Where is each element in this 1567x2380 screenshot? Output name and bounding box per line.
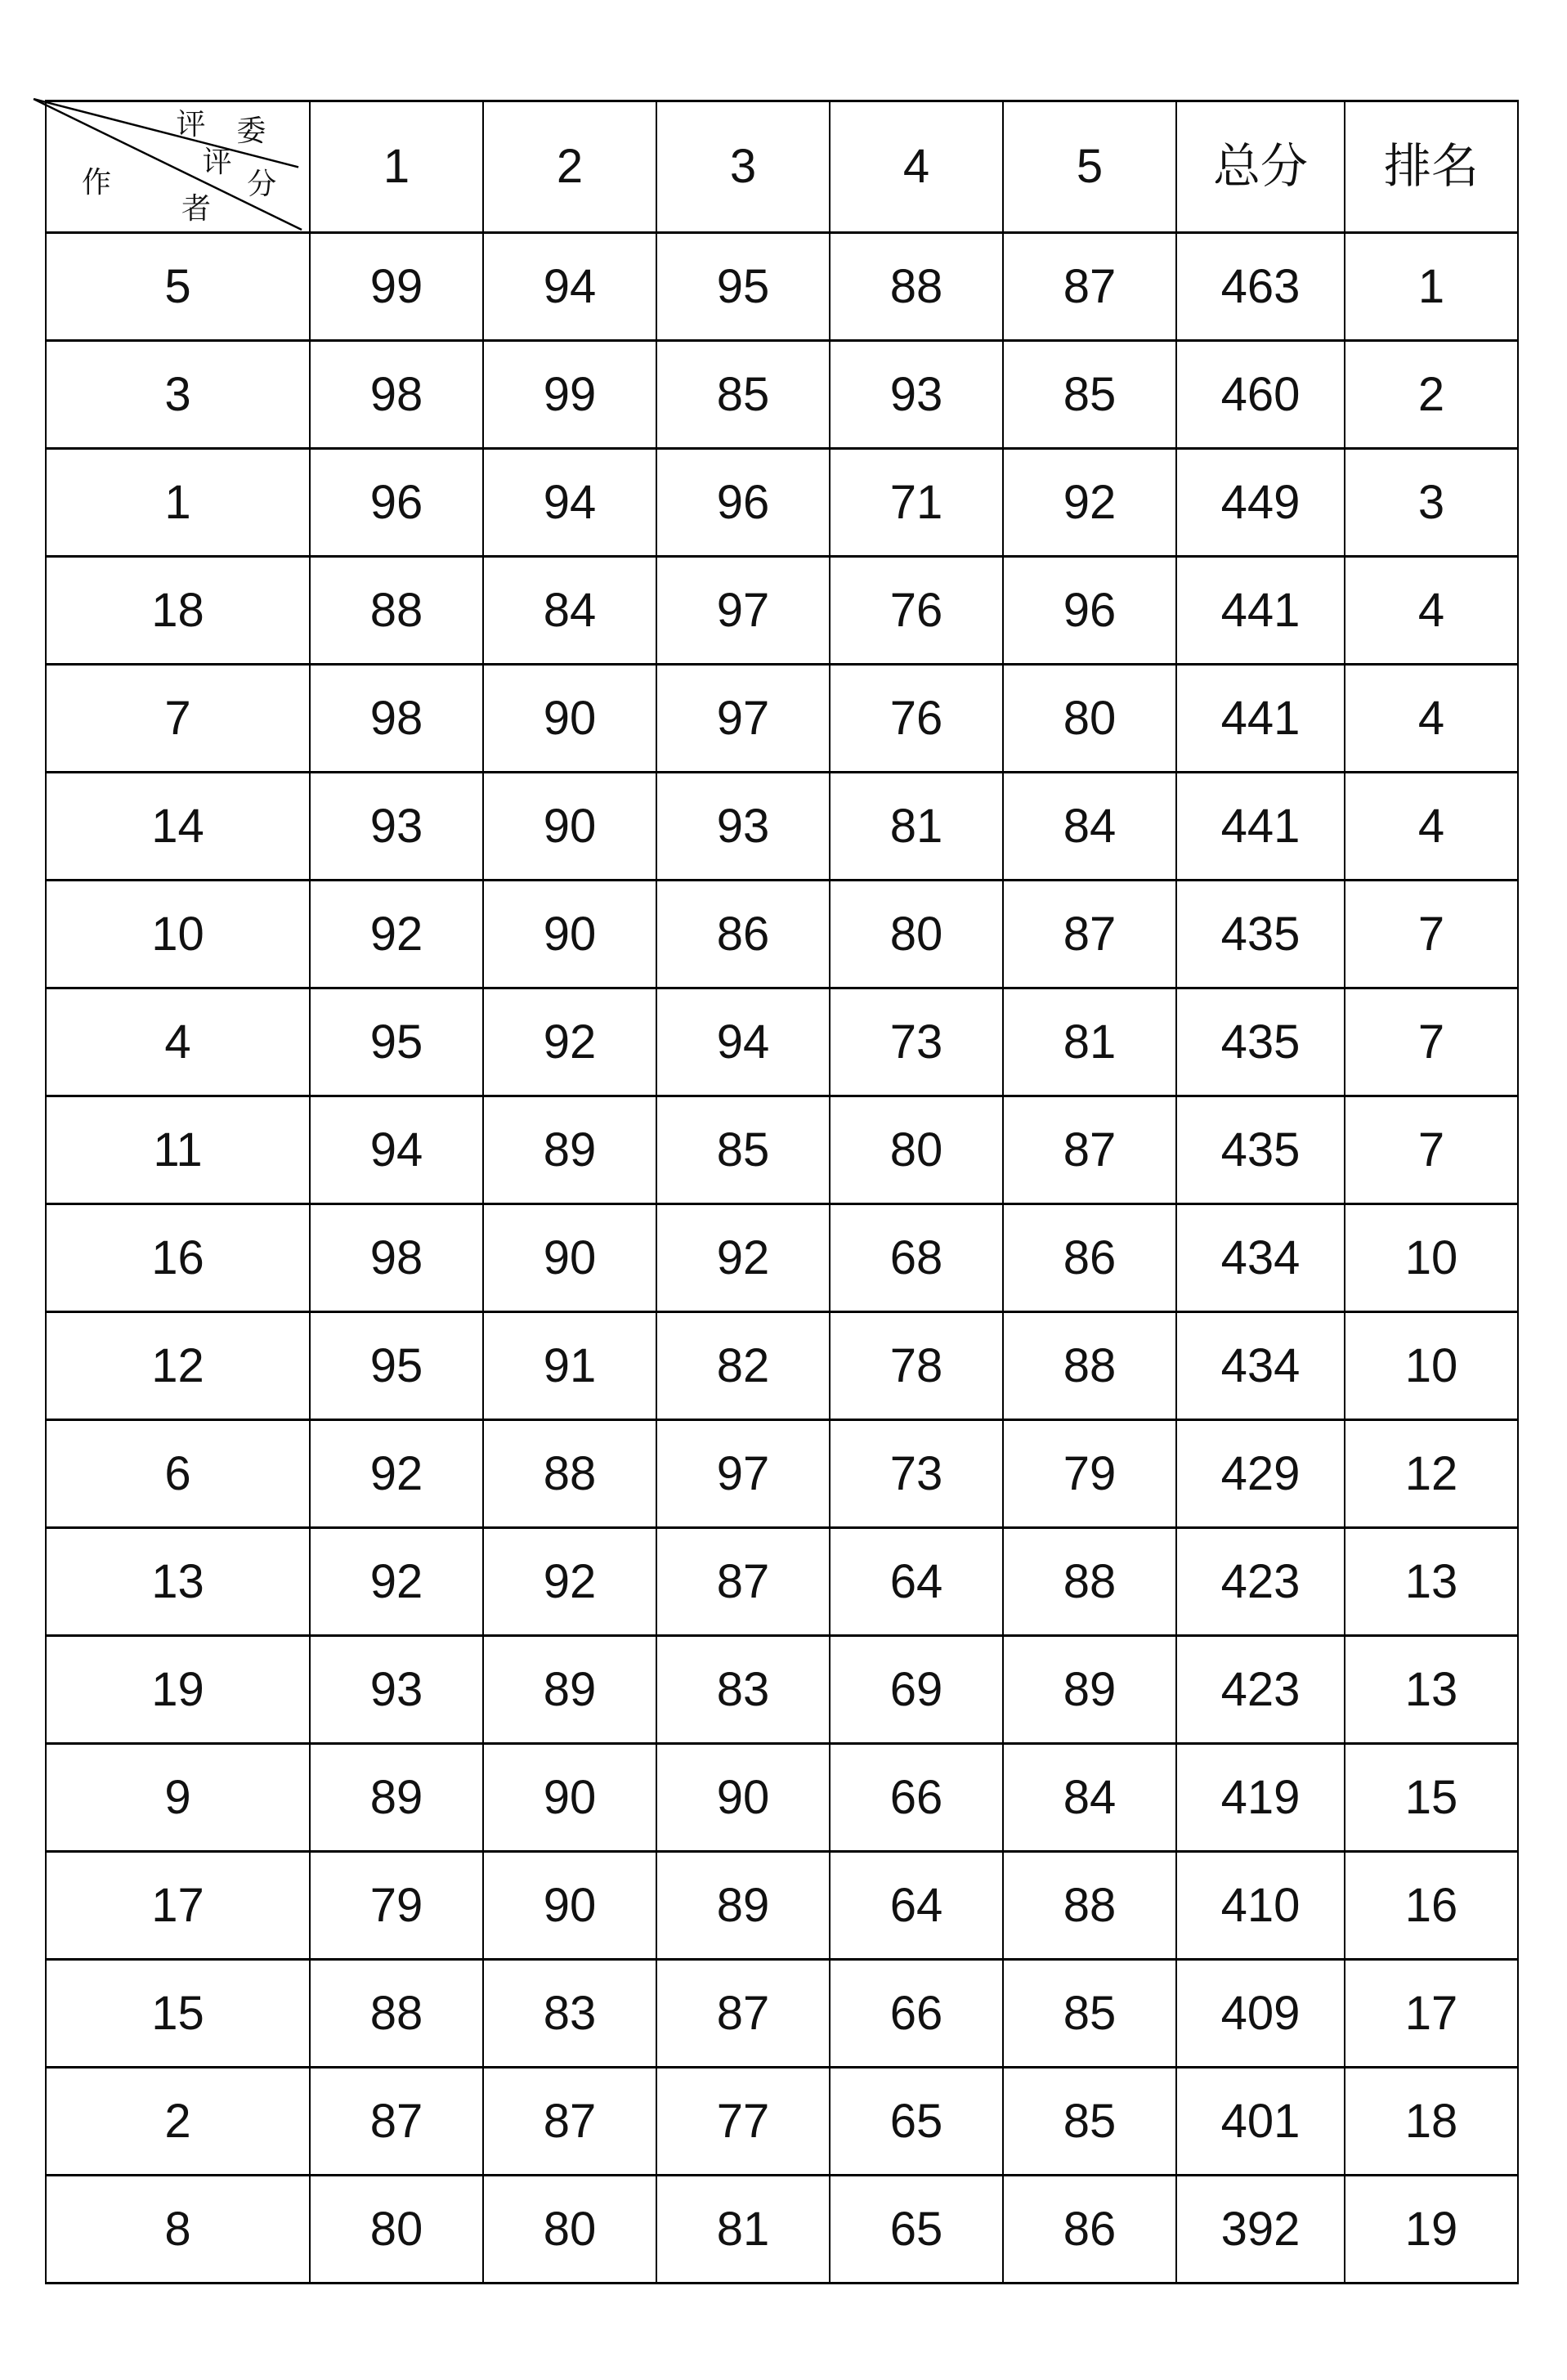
total-cell: 460 (1176, 341, 1345, 449)
total-cell: 435 (1176, 988, 1345, 1096)
score-cell: 87 (1003, 881, 1176, 988)
table-row (46, 1960, 1518, 2068)
table-row (46, 1204, 1518, 1312)
score-cell: 68 (830, 1204, 1003, 1312)
score-cell: 90 (483, 773, 656, 881)
total-cell: 449 (1176, 449, 1345, 557)
score-cell: 92 (310, 1420, 483, 1528)
score-cell: 80 (830, 1096, 1003, 1204)
score-cell: 87 (310, 2068, 483, 2176)
score-cell: 71 (830, 449, 1003, 557)
table-row (46, 1852, 1518, 1960)
score-table (45, 100, 1519, 2284)
table-row (46, 1420, 1518, 1528)
score-cell: 89 (1003, 1636, 1176, 1744)
score-cell: 93 (310, 1636, 483, 1744)
total-cell: 441 (1176, 665, 1345, 773)
table-row (46, 449, 1518, 557)
table-row (46, 665, 1518, 773)
score-cell: 88 (830, 233, 1003, 341)
table-row (46, 988, 1518, 1096)
author-cell: 8 (46, 2176, 310, 2284)
total-cell: 463 (1176, 233, 1345, 341)
total-cell: 434 (1176, 1312, 1345, 1420)
corner-score-char: 分 (247, 166, 277, 200)
score-cell: 96 (656, 449, 830, 557)
score-cell: 87 (1003, 233, 1176, 341)
score-cell: 86 (656, 881, 830, 988)
score-cell: 84 (1003, 773, 1176, 881)
total-cell: 435 (1176, 1096, 1345, 1204)
column-header-judge-2: 2 (483, 101, 656, 233)
table-row (46, 2176, 1518, 2284)
table-header (46, 101, 1518, 233)
table-row (46, 2068, 1518, 2176)
score-cell: 78 (830, 1312, 1003, 1420)
column-header-judge-1: 1 (310, 101, 483, 233)
corner-author-char: 作 (81, 164, 111, 199)
score-cell: 89 (483, 1636, 656, 1744)
author-cell: 15 (46, 1960, 310, 2068)
author-cell: 11 (46, 1096, 310, 1204)
column-header-rank: 排名 (1345, 101, 1518, 233)
score-cell: 90 (483, 1744, 656, 1852)
author-cell: 4 (46, 988, 310, 1096)
score-cell: 80 (310, 2176, 483, 2284)
score-cell: 85 (1003, 1960, 1176, 2068)
rank-cell: 4 (1345, 665, 1518, 773)
score-cell: 89 (310, 1744, 483, 1852)
score-cell: 99 (310, 233, 483, 341)
corner-judges-char: 委 (236, 113, 266, 147)
score-cell: 90 (656, 1744, 830, 1852)
corner-author-char: 者 (181, 190, 211, 225)
total-cell: 435 (1176, 881, 1345, 988)
score-cell: 73 (830, 1420, 1003, 1528)
rank-cell: 15 (1345, 1744, 1518, 1852)
rank-cell: 1 (1345, 233, 1518, 341)
score-cell: 69 (830, 1636, 1003, 1744)
score-cell: 87 (656, 1960, 830, 2068)
score-cell: 79 (1003, 1420, 1176, 1528)
score-cell: 90 (483, 881, 656, 988)
score-cell: 94 (483, 233, 656, 341)
table-row (46, 1096, 1518, 1204)
score-cell: 88 (483, 1420, 656, 1528)
score-cell: 79 (310, 1852, 483, 1960)
column-header-total: 总分 (1176, 101, 1345, 233)
score-cell: 82 (656, 1312, 830, 1420)
table-row (46, 1312, 1518, 1420)
score-cell: 95 (310, 1312, 483, 1420)
total-cell: 441 (1176, 773, 1345, 881)
author-cell: 2 (46, 2068, 310, 2176)
total-cell: 419 (1176, 1744, 1345, 1852)
score-cell: 97 (656, 557, 830, 665)
score-table-body (46, 233, 1518, 2284)
author-cell: 13 (46, 1528, 310, 1636)
header-row (46, 101, 1518, 233)
author-cell: 6 (46, 1420, 310, 1528)
column-header-judge-5: 5 (1003, 101, 1176, 233)
author-cell: 3 (46, 341, 310, 449)
score-cell: 86 (1003, 1204, 1176, 1312)
score-cell: 92 (483, 988, 656, 1096)
score-cell: 99 (483, 341, 656, 449)
rank-cell: 10 (1345, 1312, 1518, 1420)
score-cell: 92 (310, 881, 483, 988)
score-cell: 87 (483, 2068, 656, 2176)
rank-cell: 2 (1345, 341, 1518, 449)
table-row (46, 341, 1518, 449)
total-cell: 423 (1176, 1636, 1345, 1744)
score-cell: 92 (310, 1528, 483, 1636)
score-cell: 88 (1003, 1528, 1176, 1636)
score-cell: 65 (830, 2068, 1003, 2176)
rank-cell: 7 (1345, 881, 1518, 988)
total-cell: 410 (1176, 1852, 1345, 1960)
score-cell: 93 (830, 341, 1003, 449)
score-cell: 66 (830, 1744, 1003, 1852)
rank-cell: 3 (1345, 449, 1518, 557)
score-cell: 73 (830, 988, 1003, 1096)
rank-cell: 4 (1345, 773, 1518, 881)
score-cell: 84 (483, 557, 656, 665)
rank-cell: 18 (1345, 2068, 1518, 2176)
score-cell: 96 (1003, 557, 1176, 665)
rank-cell: 12 (1345, 1420, 1518, 1528)
table-row (46, 881, 1518, 988)
author-cell: 9 (46, 1744, 310, 1852)
score-cell: 85 (656, 341, 830, 449)
score-cell: 64 (830, 1528, 1003, 1636)
score-cell: 97 (656, 665, 830, 773)
total-cell: 392 (1176, 2176, 1345, 2284)
score-cell: 91 (483, 1312, 656, 1420)
score-cell: 85 (656, 1096, 830, 1204)
rank-cell: 7 (1345, 1096, 1518, 1204)
rank-cell: 7 (1345, 988, 1518, 1096)
rank-cell: 19 (1345, 2176, 1518, 2284)
table-row (46, 233, 1518, 341)
total-cell: 434 (1176, 1204, 1345, 1312)
rank-cell: 4 (1345, 557, 1518, 665)
score-cell: 64 (830, 1852, 1003, 1960)
column-header-judge-4: 4 (830, 101, 1003, 233)
score-cell: 81 (1003, 988, 1176, 1096)
score-cell: 98 (310, 665, 483, 773)
score-cell: 81 (656, 2176, 830, 2284)
score-cell: 88 (1003, 1852, 1176, 1960)
corner-judges-char: 评 (176, 106, 206, 141)
total-cell: 441 (1176, 557, 1345, 665)
score-cell: 94 (310, 1096, 483, 1204)
score-cell: 83 (483, 1960, 656, 2068)
score-cell: 80 (1003, 665, 1176, 773)
score-cell: 87 (1003, 1096, 1176, 1204)
score-cell: 92 (656, 1204, 830, 1312)
author-cell: 19 (46, 1636, 310, 1744)
score-cell: 84 (1003, 1744, 1176, 1852)
rank-cell: 17 (1345, 1960, 1518, 2068)
score-cell: 88 (1003, 1312, 1176, 1420)
score-cell: 76 (830, 665, 1003, 773)
score-cell: 98 (310, 1204, 483, 1312)
total-cell: 429 (1176, 1420, 1345, 1528)
score-table-container (45, 100, 1519, 2284)
score-cell: 92 (1003, 449, 1176, 557)
author-cell: 18 (46, 557, 310, 665)
rank-cell: 16 (1345, 1852, 1518, 1960)
score-cell: 90 (483, 1852, 656, 1960)
author-cell: 1 (46, 449, 310, 557)
score-cell: 65 (830, 2176, 1003, 2284)
rank-cell: 13 (1345, 1528, 1518, 1636)
corner-score-char: 评 (202, 144, 232, 178)
column-header-judge-3: 3 (656, 101, 830, 233)
score-cell: 94 (483, 449, 656, 557)
score-cell: 93 (310, 773, 483, 881)
total-cell: 401 (1176, 2068, 1345, 2176)
score-cell: 87 (656, 1528, 830, 1636)
score-cell: 85 (1003, 341, 1176, 449)
score-cell: 83 (656, 1636, 830, 1744)
author-cell: 7 (46, 665, 310, 773)
table-row (46, 1636, 1518, 1744)
score-cell: 85 (1003, 2068, 1176, 2176)
score-cell: 93 (656, 773, 830, 881)
score-cell: 95 (656, 233, 830, 341)
author-cell: 17 (46, 1852, 310, 1960)
table-row (46, 1744, 1518, 1852)
score-cell: 81 (830, 773, 1003, 881)
score-cell: 80 (483, 2176, 656, 2284)
score-cell: 86 (1003, 2176, 1176, 2284)
score-cell: 94 (656, 988, 830, 1096)
table-row (46, 1528, 1518, 1636)
author-cell: 16 (46, 1204, 310, 1312)
score-cell: 95 (310, 988, 483, 1096)
score-cell: 89 (656, 1852, 830, 1960)
total-cell: 423 (1176, 1528, 1345, 1636)
diagonal-corner-cell (46, 101, 310, 233)
table-row (46, 557, 1518, 665)
score-cell: 88 (310, 557, 483, 665)
author-cell: 12 (46, 1312, 310, 1420)
score-cell: 77 (656, 2068, 830, 2176)
author-cell: 14 (46, 773, 310, 881)
score-cell: 90 (483, 665, 656, 773)
score-cell: 98 (310, 341, 483, 449)
rank-cell: 13 (1345, 1636, 1518, 1744)
author-cell: 10 (46, 881, 310, 988)
author-cell: 5 (46, 233, 310, 341)
score-cell: 92 (483, 1528, 656, 1636)
score-cell: 96 (310, 449, 483, 557)
rank-cell: 10 (1345, 1204, 1518, 1312)
score-cell: 76 (830, 557, 1003, 665)
total-cell: 409 (1176, 1960, 1345, 2068)
table-row (46, 773, 1518, 881)
score-cell: 66 (830, 1960, 1003, 2068)
score-cell: 97 (656, 1420, 830, 1528)
score-cell: 89 (483, 1096, 656, 1204)
score-cell: 90 (483, 1204, 656, 1312)
score-cell: 80 (830, 881, 1003, 988)
score-cell: 88 (310, 1960, 483, 2068)
